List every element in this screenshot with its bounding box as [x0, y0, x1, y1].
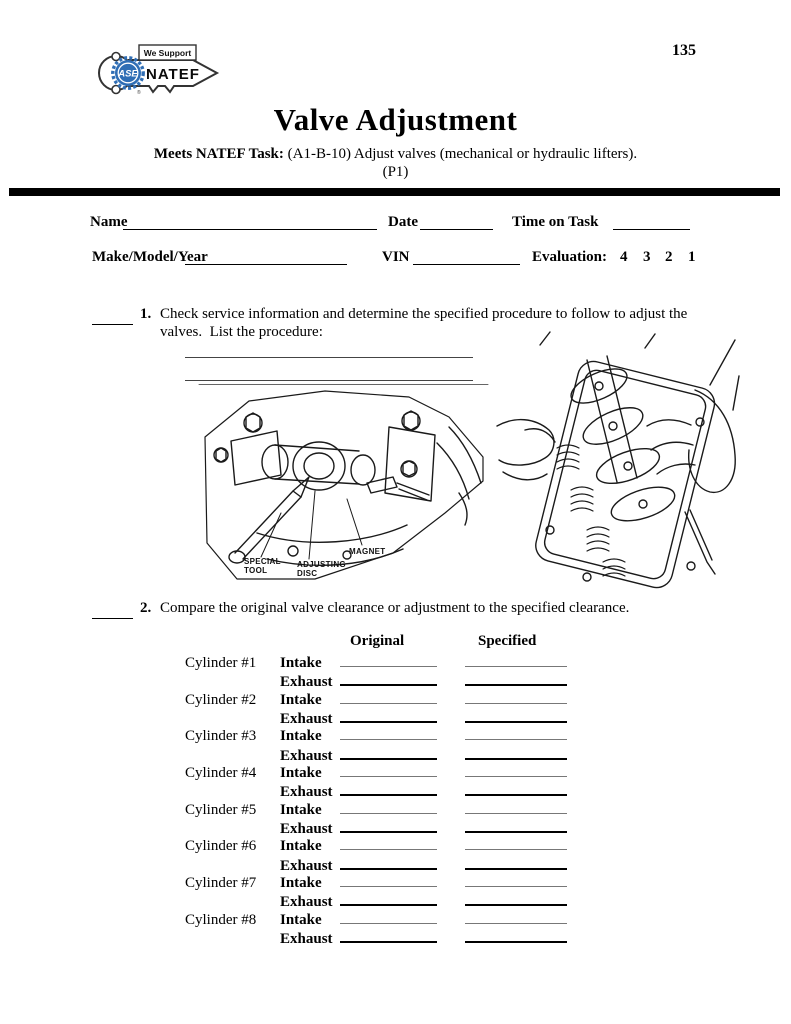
original-clearance-field[interactable]	[340, 725, 437, 740]
name-label: Name	[90, 214, 128, 230]
specified-clearance-field[interactable]	[465, 652, 567, 667]
clearance-table-row	[185, 909, 605, 927]
original-clearance-field[interactable]	[340, 707, 437, 723]
clearance-table-row	[185, 817, 605, 838]
name-field[interactable]	[123, 214, 377, 230]
valve-type-label: Exhaust	[280, 784, 333, 801]
procedure-line-2[interactable]	[185, 365, 473, 381]
valve-type-label: Intake	[280, 838, 322, 855]
cylinder-label: Cylinder #3	[185, 728, 257, 745]
clearance-table-row	[185, 799, 605, 817]
original-clearance-field[interactable]	[340, 670, 437, 686]
specified-clearance-field[interactable]	[465, 725, 567, 740]
valve-type-label: Intake	[280, 655, 322, 671]
clearance-table-row	[185, 872, 605, 890]
original-clearance-field[interactable]	[340, 927, 437, 943]
registered-mark: ®	[137, 90, 141, 96]
specified-clearance-field[interactable]	[465, 890, 567, 906]
task-subtitle-text: (A1-B-10) Adjust valves (mechanical or hydraulic lifters).	[283, 146, 638, 162]
clearance-table-row	[185, 762, 605, 780]
cylinder-label: Cylinder #5	[185, 801, 257, 818]
cylinder-label: Cylinder #8	[185, 911, 257, 928]
evaluation-score-3: 3	[643, 249, 651, 265]
task-2-text: Compare the original valve clearance or adjustment to the specified clearance.	[160, 600, 630, 616]
clearance-table-row	[185, 890, 605, 911]
date-label: Date	[388, 214, 418, 230]
rocker-assembly-illustration	[495, 330, 741, 592]
evaluation-label: Evaluation:	[532, 249, 608, 265]
cylinder-label: Cylinder #4	[185, 765, 257, 782]
specified-clearance-field[interactable]	[465, 670, 567, 686]
original-clearance-field[interactable]	[340, 835, 437, 850]
priority-label: (P1)	[382, 164, 409, 180]
date-field[interactable]	[420, 214, 493, 230]
valve-type-label: Exhaust	[280, 747, 333, 764]
figure-rocker-assembly	[495, 330, 741, 592]
header-divider	[9, 188, 780, 196]
task-subtitle	[0, 145, 791, 163]
clearance-table-row	[185, 835, 605, 853]
original-clearance-field[interactable]	[340, 890, 437, 906]
specified-clearance-field[interactable]	[465, 780, 567, 796]
special-tool-label-line1: SPECIAL	[244, 557, 281, 566]
info-row-1	[0, 214, 791, 233]
adjusting-disc-label-line1: ADJUSTING	[297, 560, 346, 569]
specified-clearance-field[interactable]	[465, 817, 567, 833]
make-model-year-field[interactable]	[185, 249, 347, 265]
valve-type-label: Intake	[280, 728, 322, 745]
vin-label: VIN	[382, 249, 410, 265]
valve-type-label: Intake	[280, 911, 322, 928]
column-header-specified: Specified	[478, 633, 537, 649]
original-clearance-field[interactable]	[340, 780, 437, 796]
specified-clearance-field[interactable]	[465, 909, 567, 924]
make-model-year-label: Make/Model/Year	[92, 249, 208, 265]
cylinder-label: Cylinder #6	[185, 838, 257, 855]
task-1-number: 1.	[140, 306, 152, 322]
task-2-status-line[interactable]	[92, 604, 133, 619]
valve-type-label: Exhaust	[280, 931, 333, 948]
task-2-number: 2.	[140, 600, 152, 616]
natef-label: NATEF	[146, 66, 200, 83]
specified-clearance-field[interactable]	[465, 744, 567, 760]
specified-clearance-field[interactable]	[465, 707, 567, 723]
specified-clearance-field[interactable]	[465, 872, 567, 887]
clearance-rows	[185, 652, 605, 946]
clearance-table-row	[185, 689, 605, 707]
task-1-status-line[interactable]	[92, 310, 133, 325]
original-clearance-field[interactable]	[340, 909, 437, 924]
evaluation-score-4: 4	[620, 249, 628, 265]
clearance-table-row	[185, 707, 605, 728]
natef-key-logo-graphic	[95, 42, 225, 99]
we-support-label: We Support	[143, 48, 192, 58]
original-clearance-field[interactable]	[340, 854, 437, 870]
specified-clearance-field[interactable]	[465, 854, 567, 870]
clearance-table-row	[185, 744, 605, 762]
clearance-table-row	[185, 725, 605, 743]
engine-head-illustration	[197, 383, 490, 586]
original-clearance-field[interactable]	[340, 652, 437, 667]
clearance-table-row	[185, 854, 605, 872]
valve-type-label: Intake	[280, 765, 322, 782]
cylinder-label: Cylinder #1	[185, 655, 257, 671]
valve-type-label: Intake	[280, 875, 322, 892]
valve-type-label: Exhaust	[280, 674, 333, 691]
original-clearance-field[interactable]	[340, 762, 437, 777]
specified-clearance-field[interactable]	[465, 799, 567, 814]
ase-label: ASE	[118, 68, 138, 80]
adjusting-disc-label-line2: DISC	[297, 569, 318, 578]
original-clearance-field[interactable]	[340, 744, 437, 760]
special-tool-label-line2: TOOL	[244, 566, 268, 575]
cylinder-label: Cylinder #7	[185, 875, 257, 892]
time-on-task-field[interactable]	[613, 214, 690, 230]
evaluation-score-2: 2	[665, 249, 673, 265]
specified-clearance-field[interactable]	[465, 689, 567, 704]
valve-type-label: Exhaust	[280, 894, 333, 911]
clearance-table-row	[185, 927, 605, 948]
time-on-task-label: Time on Task	[512, 214, 599, 230]
info-row-2	[0, 249, 791, 268]
valve-type-label: Exhaust	[280, 711, 333, 728]
specified-clearance-field[interactable]	[465, 927, 567, 943]
figure-valve-adjustment-tool	[197, 383, 490, 586]
original-clearance-field[interactable]	[340, 799, 437, 814]
specified-clearance-field[interactable]	[465, 835, 567, 850]
valve-type-label: Exhaust	[280, 857, 333, 874]
original-clearance-field[interactable]	[340, 872, 437, 887]
specified-clearance-field[interactable]	[465, 762, 567, 777]
key-head-bump	[112, 53, 120, 61]
procedure-line-1[interactable]	[185, 342, 473, 358]
task-1-text: Check service information and determine the specified procedure to follow to adjust the valves. List the procedure:	[160, 306, 692, 340]
natef-logo	[95, 42, 225, 99]
clearance-table-row	[185, 780, 605, 801]
cylinder-label: Cylinder #2	[185, 691, 257, 708]
valve-type-label: Exhaust	[280, 821, 333, 838]
clearance-table-row	[185, 652, 605, 670]
evaluation-score-1: 1	[688, 249, 696, 265]
valve-type-label: Intake	[280, 801, 322, 818]
vin-field[interactable]	[413, 249, 520, 265]
original-clearance-field[interactable]	[340, 689, 437, 704]
column-header-original: Original	[350, 633, 405, 649]
clearance-table-row	[185, 670, 605, 691]
valve-type-label: Intake	[280, 691, 322, 708]
original-clearance-field[interactable]	[340, 817, 437, 833]
page-title: Valve Adjustment	[273, 102, 518, 137]
task-subtitle-label: Meets NATEF Task:	[153, 146, 284, 162]
page-number: 135	[672, 42, 696, 59]
magnet-label: MAGNET	[349, 547, 386, 556]
